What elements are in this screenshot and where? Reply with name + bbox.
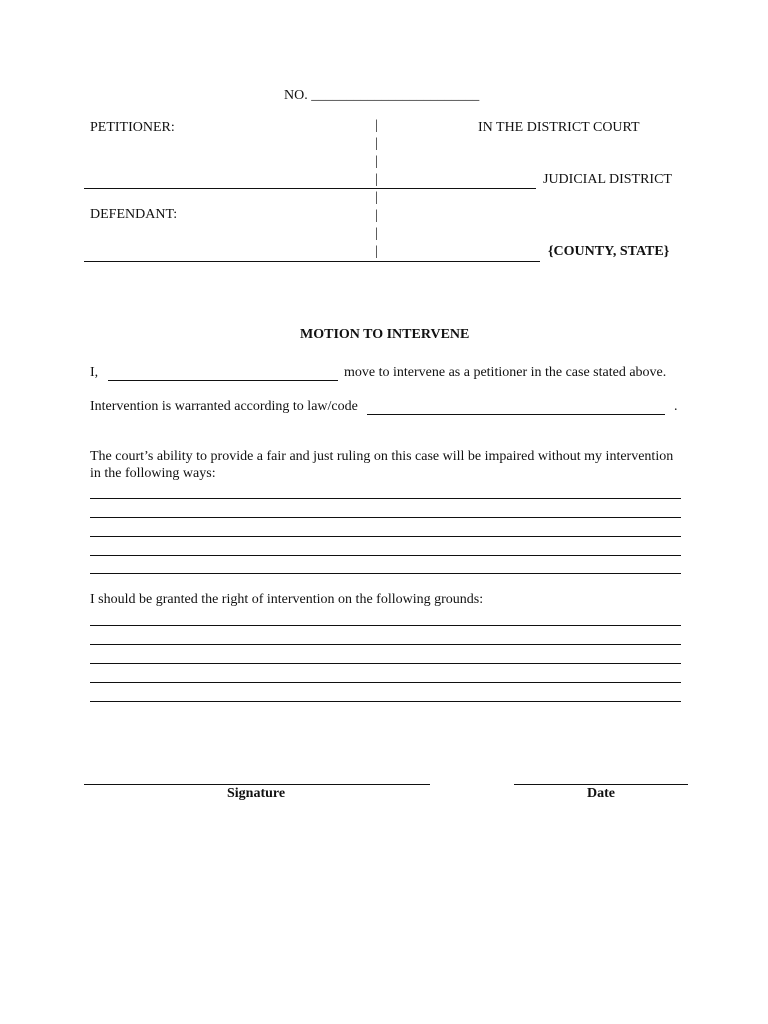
- signature-line[interactable]: [84, 784, 430, 785]
- intro-prefix: I,: [90, 365, 99, 380]
- grounds-answer-line[interactable]: [90, 682, 681, 683]
- warranted-period: .: [674, 399, 678, 414]
- intervenor-name-blank[interactable]: [108, 380, 338, 381]
- petitioner-divider-line: [84, 188, 378, 189]
- grounds-answer-line[interactable]: [90, 644, 681, 645]
- impaired-paragraph-line2: in the following ways:: [90, 466, 216, 481]
- date-label: Date: [587, 786, 615, 801]
- defendant-label: DEFENDANT:: [90, 207, 178, 222]
- impairment-answer-line[interactable]: [90, 517, 681, 518]
- law-code-blank[interactable]: [367, 414, 665, 415]
- impairment-answer-line[interactable]: [90, 498, 681, 499]
- caption-separator-bar: |: [375, 244, 378, 259]
- intro-suffix: move to intervene as a petitioner in the case stated above.: [344, 365, 667, 380]
- caption-separator-bar: |: [375, 154, 378, 169]
- caption-separator-bar: |: [375, 190, 378, 205]
- court-label: IN THE DISTRICT COURT: [478, 120, 640, 135]
- impairment-answer-line[interactable]: [90, 536, 681, 537]
- grounds-answer-line[interactable]: [90, 663, 681, 664]
- date-line[interactable]: [514, 784, 688, 785]
- defendant-divider-line: [84, 261, 378, 262]
- impaired-paragraph-line1: The court’s ability to provide a fair and just ruling on this case will be impaired without my intervention: [90, 449, 674, 464]
- caption-separator-bar: |: [375, 226, 378, 241]
- judicial-district-blank[interactable]: [378, 188, 536, 189]
- judicial-district-label: JUDICIAL DISTRICT: [543, 172, 672, 187]
- impairment-answer-line[interactable]: [90, 573, 681, 574]
- caption-separator-bar: |: [375, 208, 378, 223]
- impairment-answer-line[interactable]: [90, 555, 681, 556]
- caption-separator-bar: |: [375, 136, 378, 151]
- grounds-label: I should be granted the right of intervention on the following grounds:: [90, 592, 484, 607]
- petitioner-label: PETITIONER:: [90, 120, 175, 135]
- county-state-label: {COUNTY, STATE}: [548, 244, 670, 259]
- caption-separator-bar: |: [375, 118, 378, 133]
- grounds-answer-line[interactable]: [90, 625, 681, 626]
- signature-label: Signature: [227, 786, 286, 801]
- document-title: MOTION TO INTERVENE: [300, 327, 470, 342]
- caption-separator-bar: |: [375, 172, 378, 187]
- county-state-blank[interactable]: [378, 261, 540, 262]
- case-number: NO. ________________________: [284, 88, 480, 103]
- grounds-answer-line[interactable]: [90, 701, 681, 702]
- warranted-label: Intervention is warranted according to law/code: [90, 399, 358, 414]
